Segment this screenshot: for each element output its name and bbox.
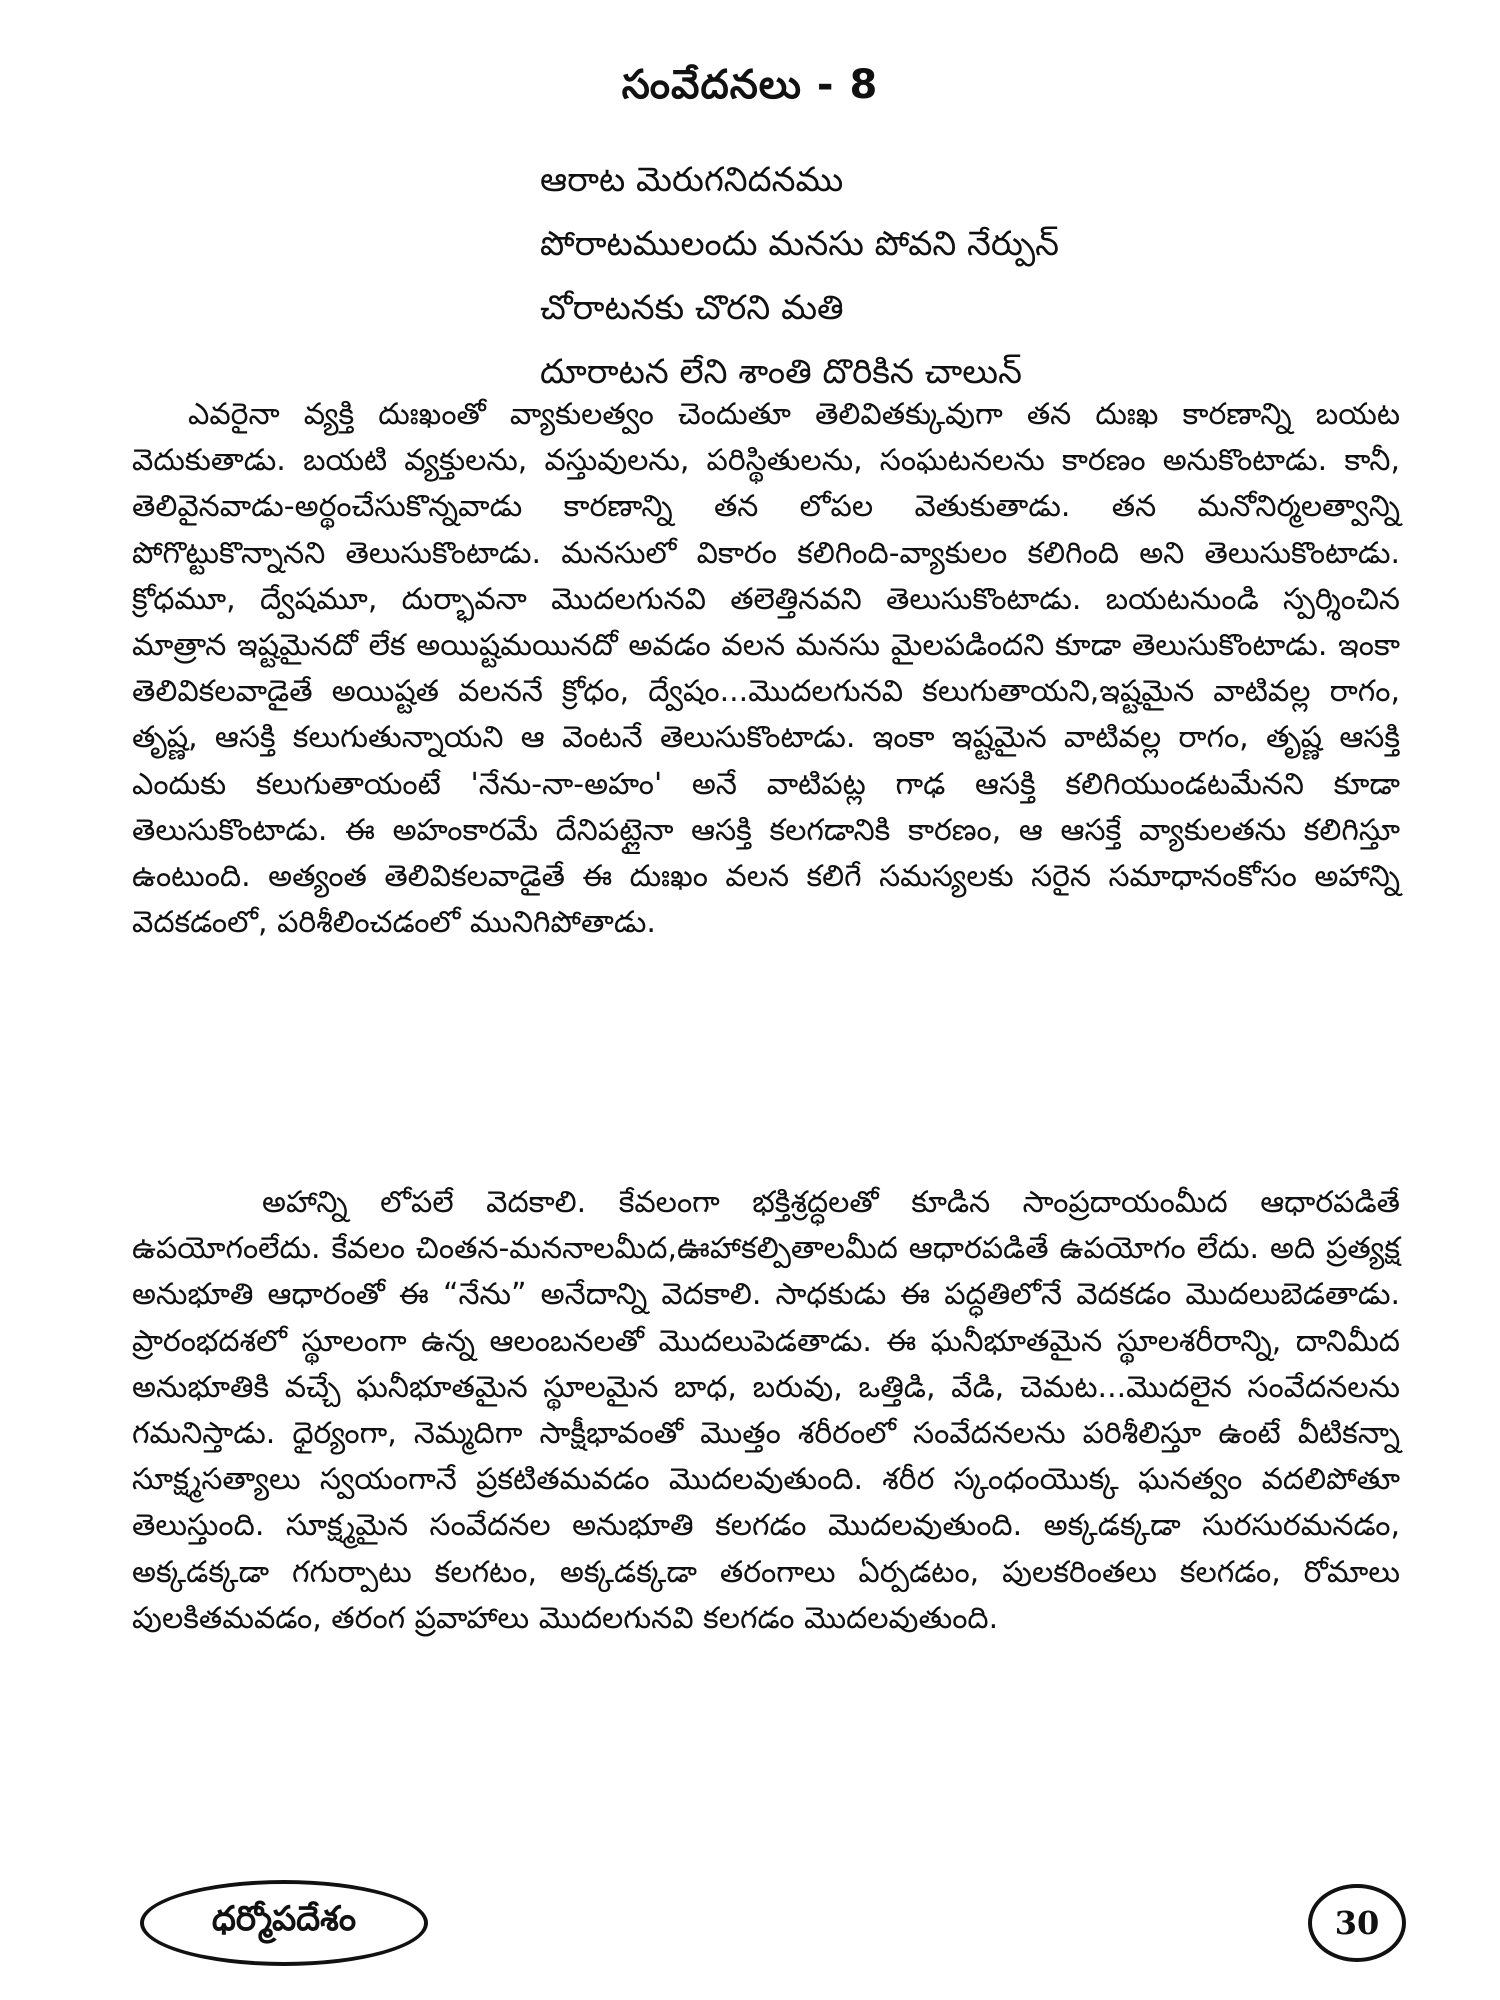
book-title-badge: ధర్మోపదేశం: [140, 1880, 428, 1966]
poem-line: ఆరాట మెరుగనిదనము: [540, 160, 844, 200]
page-title: సంవేదనలు - 8: [621, 62, 879, 108]
poem-line: చోరాటనకు చొరని మతి: [540, 288, 844, 328]
page-number: 30: [1308, 1884, 1406, 1962]
body-paragraph: అహాన్ని లోపలే వెదకాలి. కేవలంగా భక్తిశ్రద్ధలతో కూడిన సాంప్రదాయంమీద ఆధారపడితే ఉపయోగంలేదు. కేవలం చింతన-మననాలమీద,ఊహాకల్పితాలమీద ఆధారపడితే ఉపయోగం లేదు. అది ప్రత్యక్ష అనుభూతి ఆధారంతో ఈ “నేను” అనేదాన్ని వెదకాలి. సాధకుడు ఈ పద్ధతిలోనే వెదకడం మొదలుబెడతాడు. ప్రారంభదశలో స్థూలంగా ఉన్న ఆలంబనలతో మొదలుపెడతాడు. ఈ ఘనీభూతమైన స్థూలశరీరాన్ని, దానిమీద అనుభూతికి వచ్చే ఘనీభూతమైన స్థూలమైన బాధ, బరువు, ఒత్తిడి, వేడి, చెమట...మొదలైన సంవేదనలను గమనిస్తాడు. ధైర్యంగా, నెమ్మదిగా సాక్షీభావంతో మొత్తం శరీరంలో సంవేదనలను పరిశీలిస్తూ ఉంటే వీటికన్నా సూక్ష్మసత్యాలు స్వయంగానే ప్రకటితమవడం మొదలవుతుంది. శరీర స్కంధంయొక్క ఘనత్వం వదలిపోతూ తెలుస్తుంది. సూక్ష్మమైన సంవేదనల అనుభూతి కలగడం మొదలవుతుంది. అక్కడక్కడా సురసురమనడం, అక్కడక్కడా గగుర్పాటు కలగటం, అక్కడక్కడా తరంగాలు ఏర్పడటం, పులకరింతలు కలగడం, రోమాలు పులకితమవడం, తరంగ ప్రవాహాలు మొదలగునవి కలగడం మొదలవుతుంది.: [132, 1185, 1400, 1636]
body-paragraph: ఎవరైనా వ్యక్తి దుఃఖంతో వ్యాకులత్వం చెందుతూ తెలివితక్కువుగా తన దుఃఖ కారణాన్ని బయట వెదుకుతాడు. బయటి వ్యక్తులను, వస్తువులను, పరిస్థితులను, సంఘటనలను కారణం అనుకొంటాడు. కానీ, తెలివైనవాడు-అర్థంచేసుకొన్నవాడు కారణాన్ని తన లోపల వెతుకుతాడు. తన మనోనిర్మలత్వాన్ని పోగొట్టుకొన్నానని తెలుసుకొంటాడు. మనసులో వికారం కలిగింది-వ్యాకులం కలిగింది అని తెలుసుకొంటాడు. క్రోధమూ, ద్వేషమూ, దుర్భావనా మొదలగునవి తలెత్తినవని తెలుసుకొంటాడు. బయటనుండి స్పర్శించిన మాత్రాన ఇష్టమైనదో లేక అయిష్టమయినదో అవడం వలన మనసు మైలపడిందని కూడా తెలుసుకొంటాడు. ఇంకా తెలివికలవాడైతే అయిష్టత వలననే క్రోధం, ద్వేషం...మొదలగునవి కలుగుతాయని,ఇష్టమైన వాటివల్ల రాగం, తృష్ణ, ఆసక్తి కలుగుతున్నాయని ఆ వెంటనే తెలుసుకొంటాడు. ఇంకా ఇష్టమైన వాటివల్ల రాగం, తృష్ణ ఆసక్తి ఎందుకు కలుగుతాయంటే 'నేను-నా-అహం' అనే వాటిపట్ల గాఢ ఆసక్తి కలిగియుండటమేనని కూడా తెలుసుకొంటాడు. ఈ అహంకారమే దేనిపట్లైనా ఆసక్తి కలగడానికి కారణం, ఆ ఆసక్తే వ్యాకులతను కలిగిస్తూ ఉంటుంది. అత్యంత తెలివికలవాడైతే ఈ దుఃఖం వలన కలిగే సమస్యలకు సరైన సమాధానంకోసం అహాన్ని వెదకడంలో, పరిశీలించడంలో మునిగిపోతాడు.: [132, 397, 1400, 941]
poem-line: పోరాటములందు మనసు పోవని నేర్పున్: [540, 224, 1060, 264]
poem-stanza: [540, 148, 1240, 404]
poem-line: దూరాటన లేని శాంతి దొరికిన చాలున్: [540, 352, 1022, 392]
